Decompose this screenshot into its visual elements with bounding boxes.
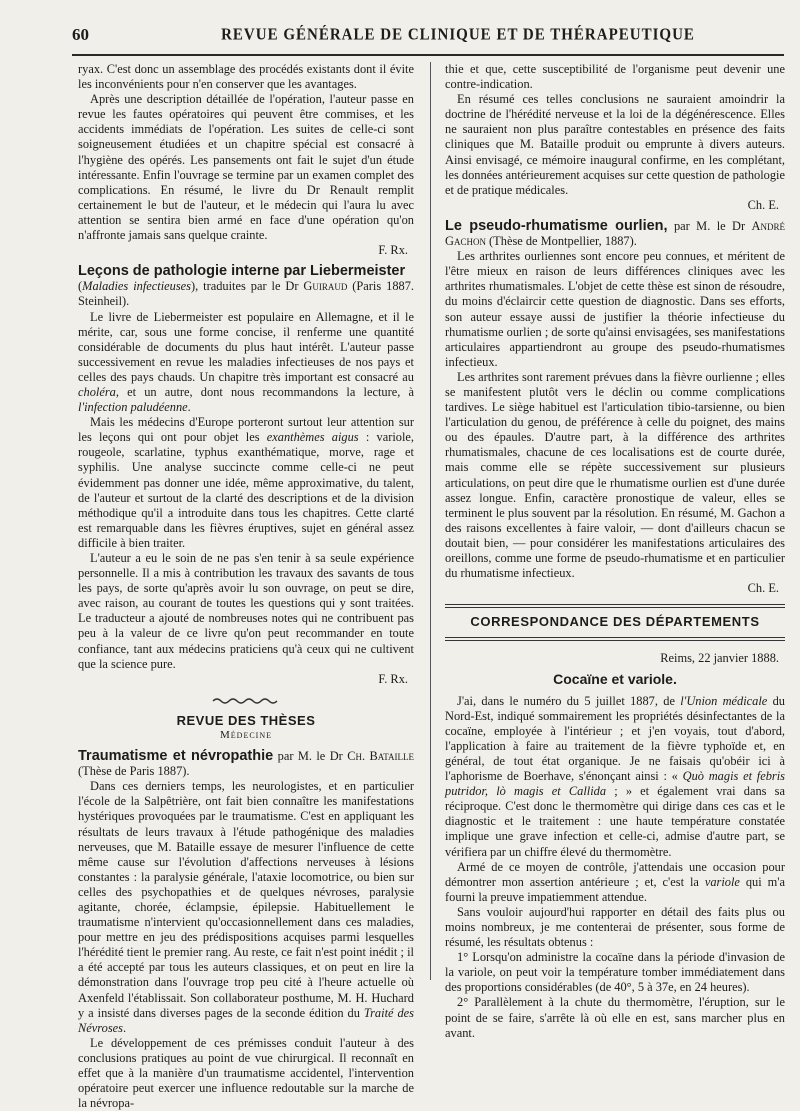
dateline: Reims, 22 janvier 1888. (660, 651, 779, 666)
paragraph: Dans ces derniers temps, les neurologistes, et en particulier l'école de la Salpêtrière, ont fait bien connaître les manifestations hystériques provoquées par le traumatisme. C'est en appliquant les résultats de leurs travaux à l'étude pathogénique des maladies nerveuses, que M. Bataille essaye de mesurer l'influence de cette même cause sur l'évolution d'affections nerveuses à lésions constantes : la paralysie générale, l'ataxie locomotrice, ou bien sur celles des psychopathies et de quelques névroses, paralysie agitante, chorée, éclampsie, épilepsie. Habituellement le traumatisme n'intervient qu'occasionnellement dans ces maladies, pour mettre en jeu des prédispositions acquises parmi lesquelles l'hérédité tient le premier rang. Au reste, ce fait n'est point inédit ; il a été accepté par tous les auteurs classiques, et on peut en lire la démonstration dans l'ouvrage trop peu cité à l'heure actuelle où Axenfeld l'établissait. Son collaborateur posthume, M. H. Huchard y a insisté dans diverses pages de la seconde édition du Traité des Névroses. (78, 779, 415, 1035)
column-divider (430, 62, 431, 980)
running-title: REVUE GÉNÉRALE DE CLINIQUE ET DE THÉRAPEUTIQUE (221, 25, 695, 44)
paragraph: L'auteur a eu le soin de ne pas s'en tenir à sa seule expérience personnelle. Il a mis à contribution les travaux des savants de tous les pays, de sorte qu'après avoir lu son ouvrage, on peut se dire, avec raison, au courant de toutes les questions qui y sont traitées. Le traducteur a ajouté de nombreuses notes qui ne contribuent pas peu à la valeur de ce livre qu'on peut recommander en toute confiance, tant aux médecins praticiens qu'à ceux qui ne cultivent que la science pure. (78, 551, 414, 671)
paragraph: 1° Lorsqu'on administre la cocaïne dans la période d'invasion de la variole, on peut voir la température tomber immédiatement dans des proportions considérables (de 40°, 5 à 37e, en 24 heures). (445, 950, 785, 995)
article-heading: Le pseudo-rhumatisme ourlien, par M. le Dr André Gachon (Thèse de Montpellier, 1887). (445, 217, 785, 249)
paragraph: Le développement de ces prémisses conduit l'auteur à des conclusions pratiques au point de vue chirurgical. Il reconnaît en effet que à la manière d'un traumatisme accidentel, l'intervention opératoire peut exercer une influence redoutable sur la marche de la névropa- (78, 1035, 414, 1111)
paragraph: En résumé ces telles conclusions ne sauraient amoindrir la doctrine de l'hérédité nerveuse et la loi de la dégénérescence. Elles ne sauraient non plus paraître contestables en présence des faits cliniques que M. Bataille produit ou emprunte à divers auteurs. Ainsi envisagé, ce mémoire inaugural confirme, en les complétant, les données antérieurement acquises sur cette question de pathologie et de pratique médicales. (445, 92, 785, 197)
signature: Ch. E. (747, 197, 779, 212)
article-title: Leçons de pathologie interne par Liebermeister (78, 263, 406, 280)
paragraph: ryax. C'est donc un assemblage des procédés existants dont il évite les inconvénients pour n'en conserver que les avantages. (78, 62, 414, 92)
author-name: Ch. Bataille (347, 749, 415, 764)
paragraph: Armé de ce moyen de contrôle, j'attendais une occasion pour démontrer mon assertion antérieure ; et, c'est la variole qui m'a fourni la preuve impatiemment attendue. (445, 859, 785, 904)
left-column (78, 62, 414, 1111)
paragraph: Les arthrites ourliennes sont encore peu connues, et méritent de l'être mieux en raison de leurs différences cliniques avec les arthrites rhumatismales. L'objet de cette thèse est sinon de résoudre, du moins d'éclaircir cette question de diagnostic. Dans ses efforts, son auteur essaye aussi de justifier la théorie infectieuse du rhumatisme ourlien ; de sorte qu'ainsi envisagées, ses manifestations articulaires appartiendront au groupe des pseudo-rhumatismes infectieux. (445, 249, 785, 369)
section-rule (445, 604, 785, 608)
paragraph: thie et que, cette susceptibilité de l'organisme peut devenir une contre-indication. (445, 62, 785, 92)
paragraph: J'ai, dans le numéro du 5 juillet 1887, de l'Union médicale du Nord-Est, indiqué sommairement les propriétés désinfectantes de la cocaïne, employée à l'intérieur ; et j'en voyais, tout d'abord, l'application à faire au traitement de la fièvre typhoïde et, en général, de tout état organique. Je ne faisais qu'obéir ici à l'aphorisme de Boerhave, s'énonçant ainsi : « Quò magis et febris putridor, lò magis et Callida ; » et également vrai dans sa réciproque. C'est donc le thermomètre qui dirige dans ces cas et le diagnostic et le traitement : une haute température constatée implique une grave infection et celle-ci, admise d'autre part, se vérifiera par un chiffre élevé du thermomètre. (445, 693, 786, 859)
article-title: Traumatisme et névropathie (78, 748, 274, 765)
paragraph: Les arthrites sont rarement prévues dans la fièvre ourlienne ; elles se manifestent plutôt vers le déclin ou comme complications tardives. Le siège habituel est l'articulation tibio-tarsienne, ou bien l'articulation du genou, de préférence à celle du poignet, des mains ou des épaules. D'autre part, à la différence des arthrites rhumatismales, chacune de ces localisations est de courte durée, mais comme elle se répète successivement sur plusieurs articulations, on peut dire que le rhumatisme ourlien est d'une durée assez longue. Enfin, caractère pronostique de valeur, elles se terminent le plus souvent par la résolution. En résumé, M. Gachon a des raisons excellentes à faire valoir, — dont d'ailleurs chacun se doutait bien, — pour considérer les manifestations articulaires des oreillons, comme une forme de pseudo-rhumatisme et en particulier du rhumatisme infectieux. (445, 369, 785, 581)
signature: Ch. E. (747, 581, 779, 596)
paragraph: Après une description détaillée de l'opération, l'auteur passe en revue les fautes opératoires qui peuvent être commises, et les accidents immédiats de l'opération. Les suites de celle-ci sont soigneusement étudiées et un chapitre spécial est consacré à l'hygiène des opérés. Les pansements ont fait le sujet d'un étude intéressante. Enfin l'ouvrage se termine par un examen complet des complications. En résumé, le livre du Dr Renault remplit certainement le but de l'auteur, et le médecin qui l'aura lu avec attention se sentira bien armé en face d'une opération qu'on n'affronte jamais sans quelque crainte. (78, 92, 414, 243)
article-title: Le pseudo-rhumatisme ourlien, (445, 217, 668, 234)
paragraph: Le livre de Liebermeister est populaire en Allemagne, et il le mérite, car, sous une forme concise, il renferme une quantité considérable de documents du plus haut intérêt. L'auteur passe successivement en revue les maladies infectieuses de nos pays et celles des pays chauds. Un chapitre très important est consacré au choléra, et un autre, dont nous recommandons la lecture, à l'infection paludéenne. (78, 309, 414, 415)
signature: F. Rx. (378, 243, 408, 258)
paragraph: 2° Parallèlement à la chute du thermomètre, l'éruption, sur le point de se faire, s'arrête là où elle en est, sans marcher plus en avant. (445, 995, 785, 1040)
section-title: CORRESPONDANCE DES DÉPARTEMENTS (470, 614, 760, 630)
header-rule (72, 54, 784, 56)
section-subtitle: Médecine (220, 728, 272, 741)
paragraph: Sans vouloir aujourd'hui rapporter en détail des faits plus ou moins nombreux, je me contenterai de présenter, sous forme de résumé, les résultats obtenus : (445, 904, 785, 950)
article-heading: Traumatisme et névropathie par M. le Dr Ch. Bataille (Thèse de Paris 1887). (78, 748, 415, 779)
signature: F. Rx. (378, 671, 408, 686)
ornament-divider (78, 695, 414, 709)
page-number: 60 (72, 25, 89, 44)
section-rule (445, 637, 785, 641)
page-header (72, 18, 784, 52)
right-column (445, 62, 785, 1041)
section-title: REVUE DES THÈSES (176, 712, 316, 728)
letter-title: Cocaïne et variole. (553, 671, 677, 688)
article-heading: Leçons de pathologie interne par Liebermeister (Maladies infectieuses), traduites par le Dr Guiraud (Paris 1887. Steinheil). (78, 263, 415, 309)
translator-name: Guiraud (303, 279, 348, 294)
paragraph: Mais les médecins d'Europe porteront surtout leur attention sur les leçons qui ont pour objet les exanthèmes aigus : variole, rougeole, scarlatine, typhus exanthématique, morve, rage et syphilis. Une analyse succincte comme celle-ci ne peut évidemment pas donner une idée, même approximative, du talent, de l'auteur et surtout de la clarté des descriptions et de la division méthodique qu'il a introduite dans tous les chapitres. Cette clarté est remarquable dans les fièvres éruptives, sujet en général assez difficile à bien traiter. (78, 415, 414, 550)
author-name: André Gachon (445, 218, 785, 249)
